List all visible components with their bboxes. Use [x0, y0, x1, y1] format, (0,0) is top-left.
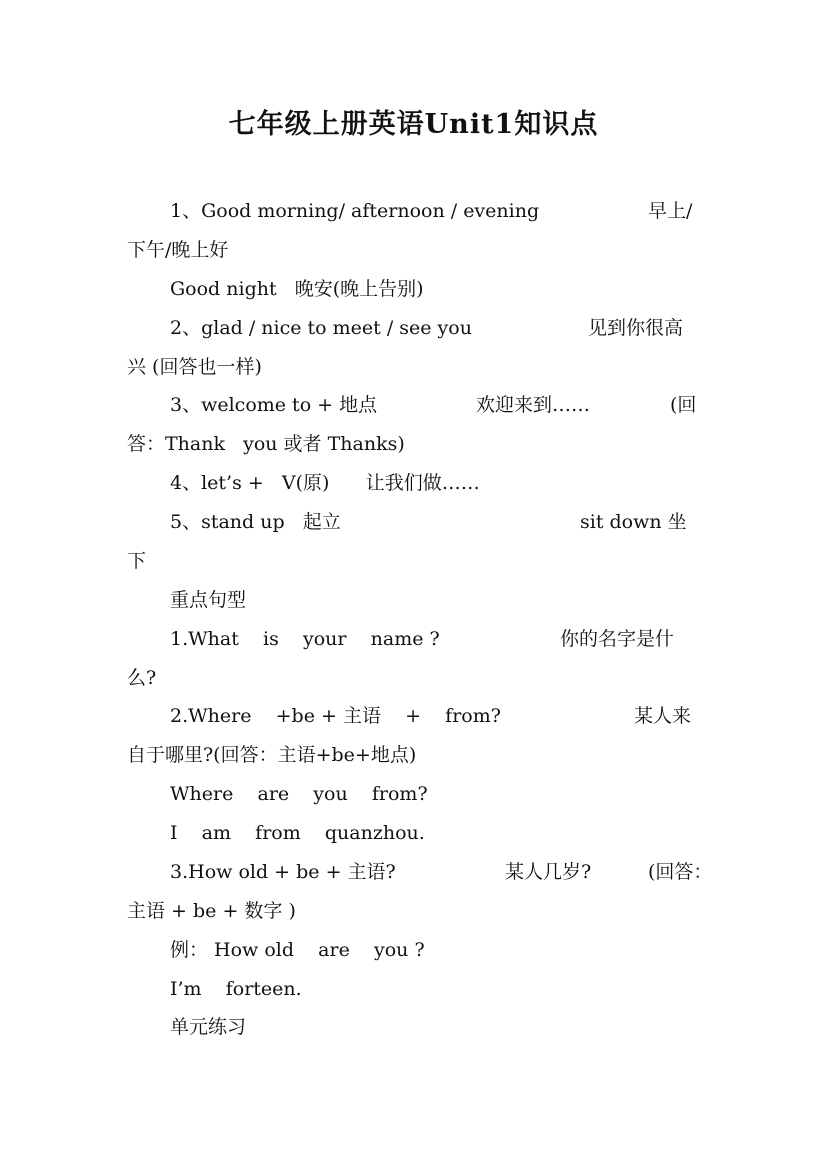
text-line: 自于哪里?(回答：主语+be+地点): [127, 744, 417, 766]
text-line: 下午/晚上好: [127, 239, 229, 261]
section-heading: 单元练习: [170, 1016, 247, 1038]
text-line: Good night 晚安(晚上告别): [170, 278, 424, 300]
text-line: 5、stand up 起立: [170, 511, 341, 533]
text-line: 4、let’s + V(原) 让我们做……: [170, 472, 480, 494]
text-line: 3、welcome to + 地点: [170, 394, 378, 416]
text-line: 2、glad / nice to meet / see you: [170, 317, 472, 339]
text-line: 主语 + be + 数字 ): [127, 900, 296, 922]
text-line: sit down 坐: [580, 511, 687, 533]
text-line: 1.What is your name ?: [170, 628, 440, 650]
text-line: 3.How old + be + 主语?: [170, 861, 396, 883]
text-line: I am from quanzhou.: [170, 822, 425, 844]
text-line: I’m forteen.: [170, 978, 302, 1000]
section-heading: 重点句型: [170, 589, 247, 611]
text-line: 答：Thank you 或者 Thanks): [127, 433, 405, 455]
text-line: 下: [127, 550, 147, 572]
page-title: 七年级上册英语Unit1知识点: [228, 109, 599, 140]
text-line: Where are you from?: [170, 783, 428, 805]
text-line: 2.Where +be + 主语 + from?: [170, 705, 501, 727]
text-line: 某人来: [634, 705, 692, 727]
text-line: (回: [670, 394, 697, 416]
text-line: 某人几岁?: [505, 861, 592, 883]
text-line: 兴 (回答也一样): [127, 356, 262, 378]
text-line: 例： How old are you ?: [170, 939, 425, 961]
text-line: 早上/: [648, 200, 693, 222]
text-line: 么?: [127, 667, 157, 689]
text-line: 见到你很高: [588, 317, 684, 339]
text-line: 欢迎来到……: [476, 394, 591, 416]
text-line: (回答：: [648, 861, 713, 883]
text-line: 1、Good morning/ afternoon / evening: [170, 200, 540, 222]
text-line: 你的名字是什: [560, 628, 675, 650]
